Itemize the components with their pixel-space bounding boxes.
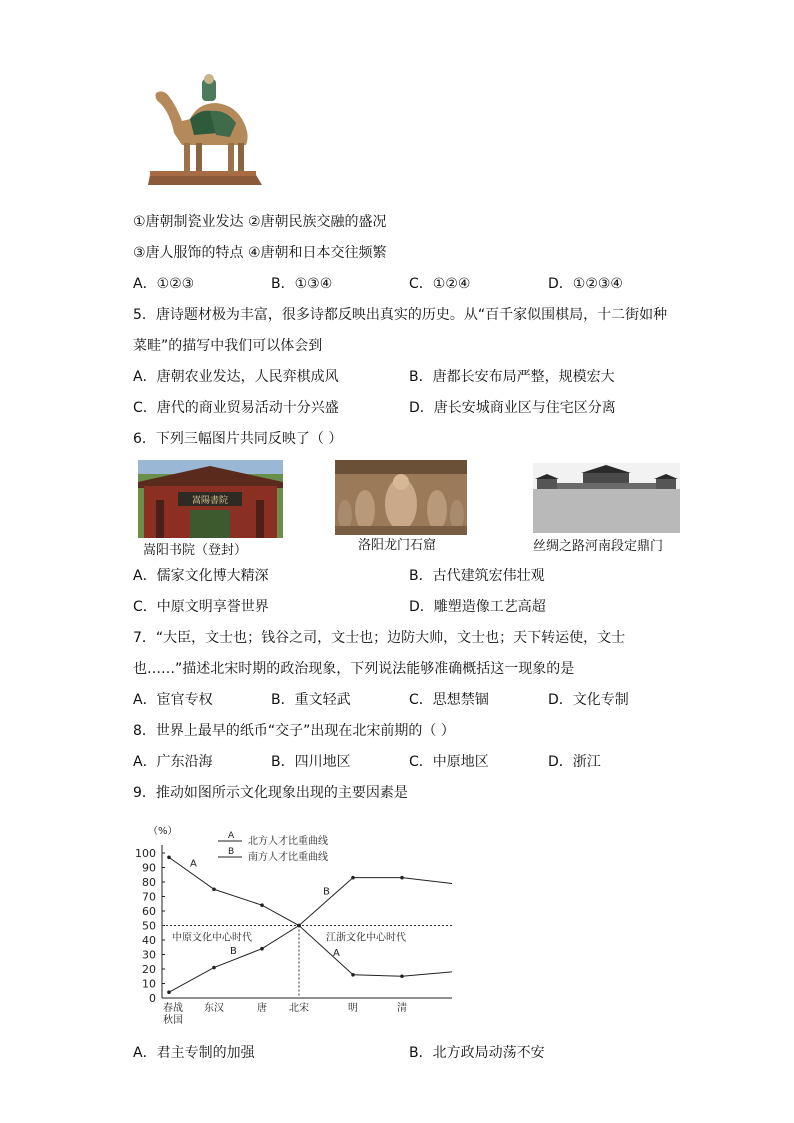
x-tick-label: 东汉 bbox=[204, 1003, 224, 1014]
q4-statements-line2: ③唐人服饰的特点 ④唐朝和日本交往频繁 bbox=[133, 245, 387, 261]
legend-marker: A bbox=[228, 831, 235, 841]
talent-proportion-line-chart bbox=[130, 820, 470, 1030]
songyang-academy-image bbox=[138, 460, 283, 538]
q9-stem: 9．推动如图所示文化现象出现的主要因素是 bbox=[133, 785, 408, 801]
data-point bbox=[297, 924, 301, 928]
y-tick-label: 100 bbox=[135, 847, 156, 860]
x-tick-label: 明 bbox=[348, 1003, 358, 1014]
data-point bbox=[400, 974, 404, 978]
q4-option-b: B．①③④ bbox=[271, 276, 333, 292]
data-point bbox=[351, 973, 355, 977]
q6-caption-3: 丝绸之路河南段定鼎门 bbox=[533, 539, 664, 554]
legend-label: 北方人才比重曲线 bbox=[248, 836, 328, 847]
q5-stem-line2: 菜畦”的描写中我们可以体会到 bbox=[133, 338, 323, 354]
data-point bbox=[400, 876, 404, 880]
q4-option-d: D．①②③④ bbox=[548, 276, 623, 292]
annotation-jiangzhe-era: 江浙文化中心时代 bbox=[326, 932, 406, 944]
data-point bbox=[167, 856, 171, 860]
y-axis-label: （%） bbox=[148, 826, 178, 837]
y-tick-label: 20 bbox=[142, 963, 156, 976]
data-point bbox=[212, 966, 216, 970]
svg-text:嵩陽書院: 嵩陽書院 bbox=[191, 496, 229, 506]
q6-caption-2: 洛阳龙门石窟 bbox=[358, 538, 437, 553]
q7-option-b: B．重文轻武 bbox=[271, 692, 351, 708]
series-line-A bbox=[169, 857, 452, 976]
y-tick-label: 80 bbox=[142, 876, 156, 889]
q8-stem: 8．世界上最早的纸币“交子”出现在北宋前期的（ ） bbox=[133, 723, 455, 739]
q6-option-d: D．雕塑造像工艺高超 bbox=[409, 599, 546, 615]
y-tick-label: 10 bbox=[142, 977, 156, 991]
data-point bbox=[167, 990, 171, 994]
q7-option-a: A．宦官专权 bbox=[133, 692, 213, 708]
x-tick-label: 唐 bbox=[257, 1003, 267, 1014]
q6-option-c: C．中原文明享誉世界 bbox=[133, 599, 269, 615]
y-tick-label: 0 bbox=[149, 992, 156, 1005]
q9-option-a: A．君主专制的加强 bbox=[133, 1045, 255, 1061]
series-a-marker: A bbox=[333, 947, 340, 959]
q4-statements-line1: ①唐朝制瓷业发达 ②唐朝民族交融的盛况 bbox=[133, 214, 387, 230]
data-point bbox=[260, 947, 264, 951]
q6-caption-1: 嵩阳书院（登封） bbox=[143, 543, 248, 558]
q7-option-c: C．思想禁锢 bbox=[409, 692, 489, 708]
q5-option-b: B．唐都长安布局严整，规模宏大 bbox=[409, 369, 615, 385]
q5-stem-line1: 5．唐诗题材极为丰富，很多诗都反映出真实的历史。从“百千家似围棋局，十二街如种 bbox=[133, 307, 668, 323]
tang-sancai-camel-image bbox=[146, 73, 264, 189]
legend-marker: B bbox=[228, 847, 235, 857]
q7-stem-line2: 也……”描述北宋时期的政治现象，下列说法能够准确概括这一现象的是 bbox=[133, 661, 575, 677]
q8-option-c: C．中原地区 bbox=[409, 754, 489, 770]
q4-option-c: C．①②④ bbox=[409, 276, 471, 292]
x-tick-label: 北宋 bbox=[289, 1003, 309, 1014]
q9-option-b: B．北方政局动荡不安 bbox=[409, 1045, 545, 1061]
y-tick-label: 40 bbox=[142, 934, 156, 947]
legend-label: 南方人才比重曲线 bbox=[248, 852, 328, 863]
data-point bbox=[351, 876, 355, 880]
x-tick-label: 秋国 bbox=[163, 1015, 183, 1026]
q4-option-a: A．①②③ bbox=[133, 276, 195, 292]
q6-option-b: B．古代建筑宏伟壮观 bbox=[409, 568, 545, 584]
q5-option-d: D．唐长安城商业区与住宅区分离 bbox=[409, 400, 616, 416]
data-point bbox=[212, 887, 216, 891]
y-tick-label: 60 bbox=[142, 905, 156, 918]
q8-option-a: A．广东沿海 bbox=[133, 754, 213, 770]
series-b-marker: B bbox=[230, 945, 237, 957]
q5-option-c: C．唐代的商业贸易活动十分兴盛 bbox=[133, 400, 339, 416]
y-tick-label: 90 bbox=[142, 861, 156, 875]
series-a-marker: A bbox=[190, 858, 197, 870]
q6-stem: 6．下列三幅图片共同反映了（ ） bbox=[133, 431, 343, 447]
series-b-marker: B bbox=[323, 886, 330, 898]
q7-option-d: D．文化专制 bbox=[548, 692, 629, 708]
y-tick-label: 70 bbox=[142, 890, 156, 904]
longmen-grottoes-image bbox=[335, 460, 467, 535]
q8-option-b: B．四川地区 bbox=[271, 754, 351, 770]
annotation-zhongyuan-era: 中原文化中心时代 bbox=[172, 932, 252, 944]
x-tick-label: 清 bbox=[397, 1003, 407, 1014]
y-tick-label: 30 bbox=[142, 948, 156, 962]
q7-stem-line1: 7．“大臣，文士也；钱谷之司，文士也；边防大帅，文士也；天下转运使，文士 bbox=[133, 630, 626, 646]
data-point bbox=[260, 903, 264, 907]
q5-option-a: A．唐朝农业发达，人民弈棋成风 bbox=[133, 369, 339, 385]
y-tick-label: 50 bbox=[142, 919, 156, 933]
x-tick-label: 春战 bbox=[163, 1003, 183, 1014]
q6-option-a: A．儒家文化博大精深 bbox=[133, 568, 269, 584]
dingding-gate-image bbox=[533, 463, 680, 533]
q8-option-d: D．浙江 bbox=[548, 754, 601, 770]
